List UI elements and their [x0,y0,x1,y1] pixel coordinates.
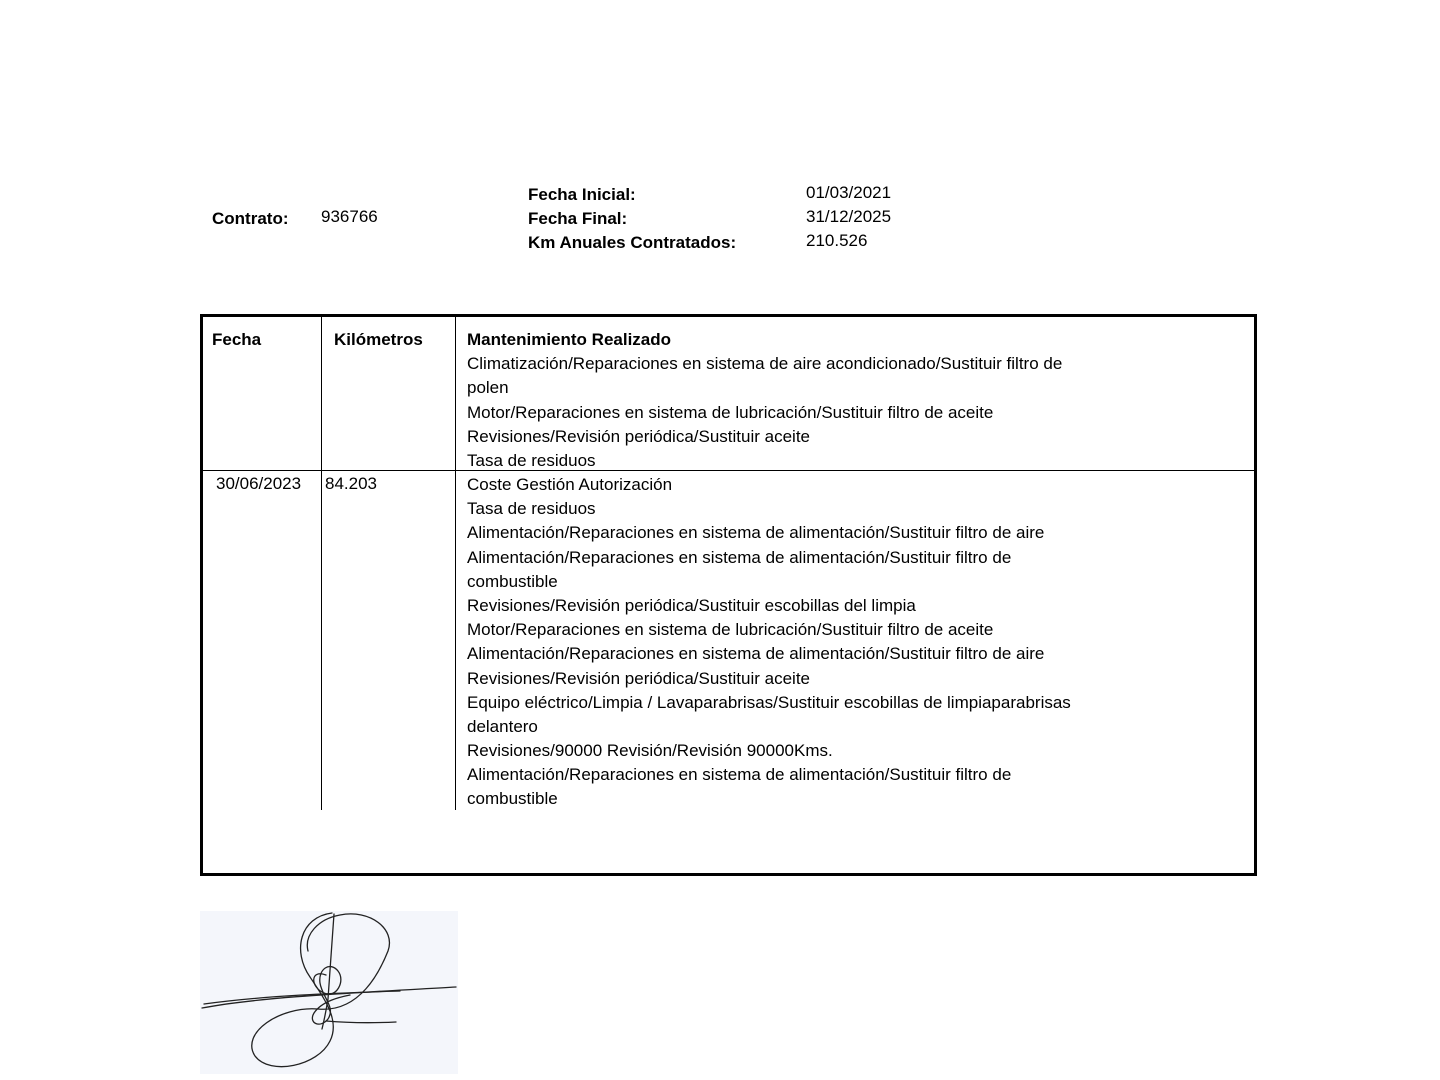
row-fecha: 30/06/2023 [216,474,302,493]
maintenance-line: Climatización/Reparaciones en sistema de aire acondicionado/Sustituir filtro de [467,354,1063,374]
fecha-inicial-value: 01/03/2021 [806,183,892,202]
maintenance-line: combustible [467,789,558,809]
maintenance-line: combustible [467,571,558,591]
column-divider-fecha [321,317,322,810]
maintenance-line: Revisiones/Revisión periódica/Sustituir aceite [467,426,810,446]
fecha-final-label: Fecha Final: [528,209,628,228]
maintenance-line: Revisiones/Revisión periódica/Sustituir escobillas del limpia [467,595,916,615]
maintenance-first-block [467,328,1062,473]
maintenance-line: Revisiones/90000 Revisión/Revisión 90000Kms. [467,741,833,761]
maintenance-line: Motor/Reparaciones en sistema de lubricación/Sustituir filtro de aceite [467,402,994,422]
row-kilometros: 84.203 [325,474,377,493]
maintenance-line: Tasa de residuos [467,450,596,470]
maintenance-line: Coste Gestión Autorización [467,475,673,494]
maintenance-row-block [467,473,1071,812]
km-anuales-value: 210.526 [806,231,868,250]
maintenance-line: Equipo eléctrico/Limpia / Lavaparabrisas/Sustituir escobillas de limpiaparabrisas [467,692,1071,712]
header-fecha: Fecha [212,330,262,349]
fecha-inicial-label: Fecha Inicial: [528,185,636,204]
maintenance-line: Revisiones/Revisión periódica/Sustituir aceite [467,668,810,688]
contrato-label: Contrato: [212,209,289,228]
signature [200,911,458,1074]
maintenance-line: polen [467,378,509,398]
maintenance-line: Alimentación/Reparaciones en sistema de alimentación/Sustituir filtro de [467,765,1012,785]
signature-drawing [200,911,458,1074]
maintenance-line: Alimentación/Reparaciones en sistema de alimentación/Sustituir filtro de [467,547,1012,567]
maintenance-line: Tasa de residuos [467,499,596,519]
header-mantenimiento: Mantenimiento Realizado [467,330,672,349]
maintenance-line: Motor/Reparaciones en sistema de lubricación/Sustituir filtro de aceite [467,620,994,640]
fecha-final-value: 31/12/2025 [806,207,892,226]
column-divider-kilometros [455,317,456,810]
maintenance-line: delantero [467,716,538,736]
maintenance-line: Alimentación/Reparaciones en sistema de alimentación/Sustituir filtro de aire [467,523,1045,543]
contrato-value: 936766 [321,207,378,226]
maintenance-line: Alimentación/Reparaciones en sistema de alimentación/Sustituir filtro de aire [467,644,1045,664]
km-anuales-label: Km Anuales Contratados: [528,233,737,252]
header-kilometros: Kilómetros [334,330,423,349]
